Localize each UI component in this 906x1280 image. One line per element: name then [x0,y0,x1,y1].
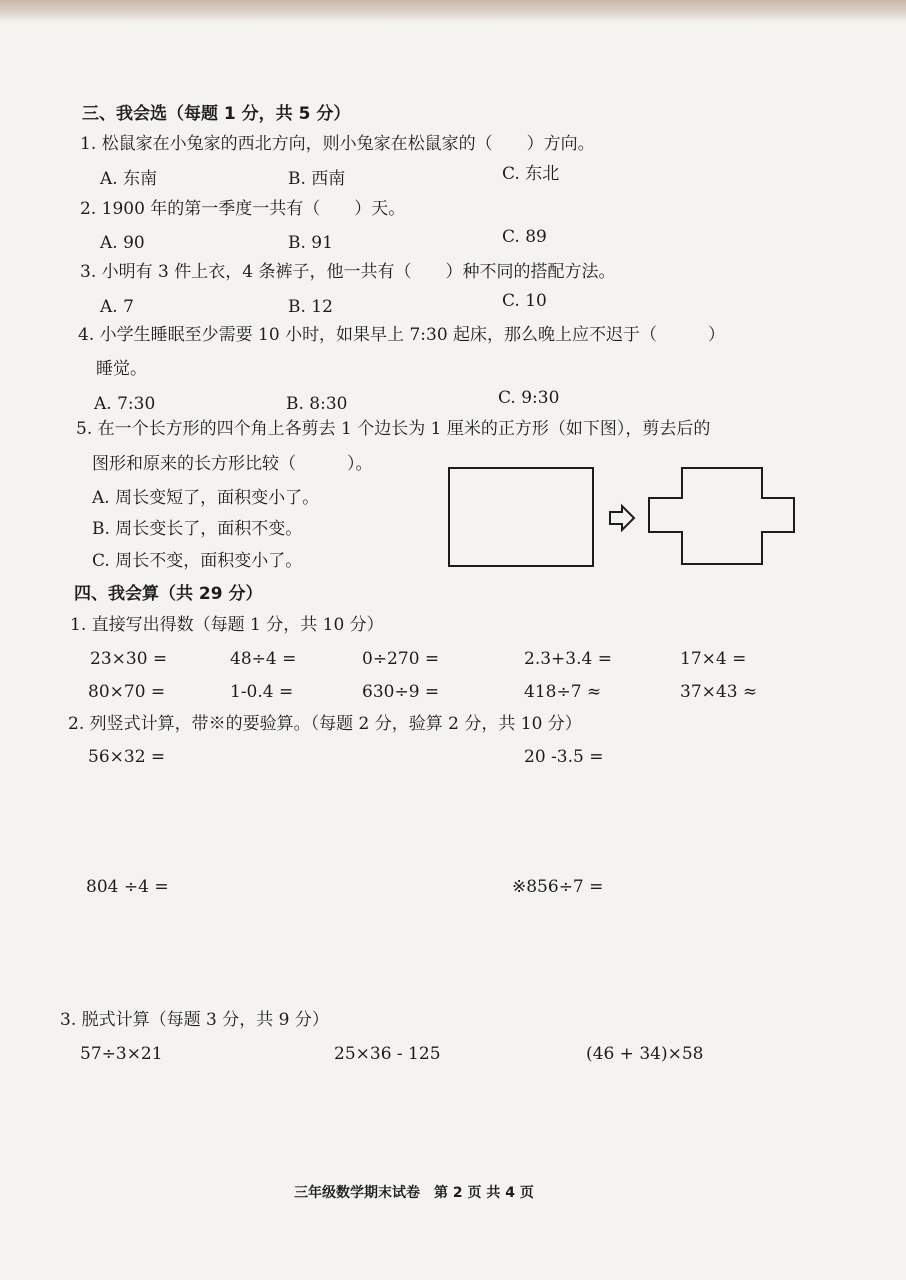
stepwise-calc-1: 57÷3×21 [80,1044,163,1064]
question-4-stem: 4. 小学生睡眠至少需要 10 小时，如果早上 7:30 起床，那么晚上应不迟于（ ） [78,325,726,345]
question-4-option-b: B. 8:30 [286,394,348,414]
original-rectangle [449,468,593,566]
calc-7: 1-0.4 = [230,682,294,702]
calc-1: 23×30 = [90,649,168,669]
stepwise-calc-2: 25×36 - 125 [334,1044,441,1064]
calc-3: 0÷270 = [362,649,440,669]
vertical-calc-3: 804 ÷4 = [86,877,169,897]
question-2-stem: 2. 1900 年的第一季度一共有（ ）天。 [80,199,406,219]
question-1-stem: 1. 松鼠家在小兔家的西北方向，则小兔家在松鼠家的（ ）方向。 [80,134,595,154]
section4-title: 四、我会算（共 29 分） [74,584,263,604]
calc-8: 630÷9 = [362,682,440,702]
question-5-stem-cont: 图形和原来的长方形比较（ ）。 [92,454,373,474]
part1-title: 1. 直接写出得数（每题 1 分，共 10 分） [70,615,384,635]
scan-top-edge [0,0,906,22]
question-2-option-b: B. 91 [288,233,333,253]
question-3-option-b: B. 12 [288,297,333,317]
cut-shape [649,468,794,564]
arrow-icon [610,506,634,530]
question-3-option-c: C. 10 [502,291,547,311]
question-4-stem-cont: 睡觉。 [96,359,147,379]
question-2-option-a: A. 90 [100,233,145,253]
question-5-stem: 5. 在一个长方形的四个角上各剪去 1 个边长为 1 厘米的正方形（如下图），剪去后的 [76,419,711,439]
calc-5: 17×4 = [680,649,747,669]
question-3-stem: 3. 小明有 3 件上衣，4 条裤子，他一共有（ ）种不同的搭配方法。 [80,262,616,282]
calc-2: 48÷4 = [230,649,297,669]
question-1-option-b: B. 西南 [288,169,346,189]
calc-9: 418÷7 ≈ [524,682,602,702]
question-3-option-a: A. 7 [100,297,134,317]
question-5-option-b: B. 周长变长了，面积不变。 [92,519,303,539]
vertical-calc-4: ※856÷7 = [512,877,604,897]
calc-6: 80×70 = [88,682,166,702]
question-5-option-c: C. 周长不变，面积变小了。 [92,551,303,571]
question-5-option-a: A. 周长变短了，面积变小了。 [92,488,320,508]
question-4-option-a: A. 7:30 [94,394,156,414]
section3-title: 三、我会选（每题 1 分，共 5 分） [82,104,351,124]
part2-title: 2. 列竖式计算，带※的要验算。（每题 2 分，验算 2 分，共 10 分） [68,714,582,734]
calc-4: 2.3+3.4 = [524,649,612,669]
part3-title: 3. 脱式计算（每题 3 分，共 9 分） [60,1010,329,1030]
question-4-option-c: C. 9:30 [498,388,560,408]
page-footer: 三年级数学期末试卷 第 2 页 共 4 页 [294,1185,534,1201]
calc-10: 37×43 ≈ [680,682,758,702]
question-1-option-a: A. 东南 [100,169,158,189]
stepwise-calc-3: (46 + 34)×58 [586,1044,704,1064]
question-2-option-c: C. 89 [502,227,547,247]
vertical-calc-2: 20 -3.5 = [524,747,604,767]
vertical-calc-1: 56×32 = [88,747,166,767]
question-1-option-c: C. 东北 [502,164,560,184]
rectangle-cut-figure [440,460,810,575]
